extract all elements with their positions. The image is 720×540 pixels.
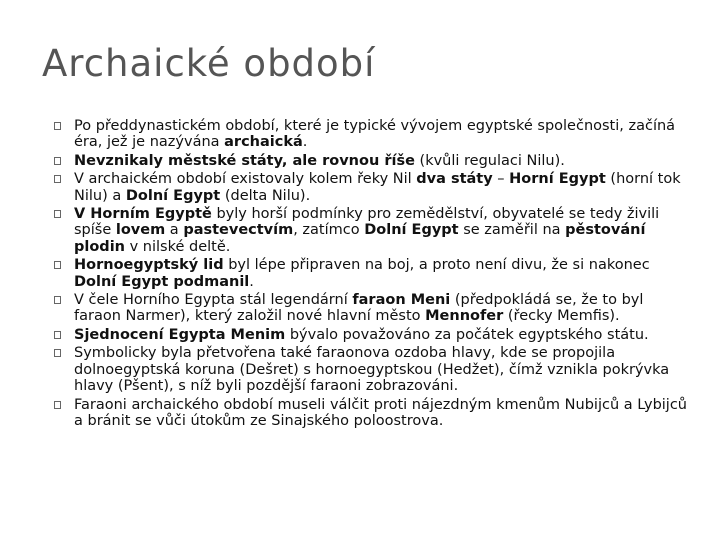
bold-term: Dolní Egypt podmanil [74, 273, 250, 290]
bullet-text [74, 206, 659, 255]
text-segment: . [249, 273, 254, 290]
bullet-square-icon [54, 122, 61, 130]
bold-term: Hornoegyptský lid [74, 257, 224, 274]
text-segment: , zatímco [293, 222, 365, 239]
text-segment: byly horší podmínky pro zemědělství, obyvatelé se tedy živili spíše [74, 206, 660, 239]
text-segment: (předpokládá se, že to byl faraon Narmer), který založil nové hlavní město [74, 292, 644, 325]
bullet-item [54, 118, 694, 151]
text-segment: (delta Nilu). [220, 187, 311, 204]
text-segment: Symbolicky byla přetvořena také faraonova ozdoba hlavy, kde se propojila dolnoegyptská koruna (Dešret) s hornoegyptskou (Hedžet), čímž vznikla pokrývka hlavy (Pšent), s níž byli pozdější faraoni zobrazováni. [74, 345, 670, 395]
bullet-square-icon [54, 157, 61, 165]
bullet-item [54, 327, 694, 343]
text-segment: V čele Horního Egypta stál legendární [74, 292, 353, 309]
bold-term: archaická [224, 134, 303, 151]
bold-term: Mennofer [425, 308, 504, 325]
text-segment: Po předdynastickém období, které je typické vývojem egyptské společnosti, začíná éra, jež je nazývána [74, 118, 676, 151]
bullet-item [54, 171, 694, 204]
text-segment: V archaickém období existovaly kolem řeky Nil [74, 171, 417, 188]
bullet-square-icon [54, 349, 61, 357]
bold-term: pastevectvím [183, 222, 294, 239]
bold-term: Dolní Egypt [125, 187, 221, 204]
bullet-item [54, 153, 694, 169]
bold-term: pěstování plodin [74, 222, 646, 255]
bold-term: Sjednocení Egypta Menim [74, 326, 286, 343]
bullet-item [54, 257, 694, 290]
text-segment: (kvůli regulaci Nilu). [414, 152, 565, 169]
text-segment: Faraoni archaického období museli válčit proti nájezdným kmenům Nubijců a Lybijců a bránit se vůči útokům ze Sinajského poloostrova. [74, 396, 687, 429]
bullet-square-icon [54, 401, 61, 409]
bullet-item [54, 397, 694, 430]
text-segment: (horní tok Nilu) a [74, 171, 681, 204]
bold-term: Nevznikaly městské státy, ale rovnou říše [74, 152, 415, 169]
bullet-text [74, 153, 565, 169]
bold-term: V Horním Egyptě [74, 206, 212, 223]
bullet-square-icon [54, 296, 61, 304]
bullet-text [74, 292, 643, 324]
bullet-text [74, 171, 681, 203]
text-segment: v nilské deltě. [124, 238, 231, 255]
bullet-text [74, 257, 650, 289]
bullet-item [54, 292, 694, 325]
text-segment: byl lépe připraven na boj, a proto není divu, že si nakonec [223, 257, 650, 274]
bullet-text [74, 118, 675, 150]
bullet-square-icon [54, 175, 61, 183]
bold-term: lovem [115, 222, 166, 239]
text-segment: – [492, 171, 510, 188]
bullet-square-icon [54, 210, 61, 218]
bullet-text [74, 345, 669, 394]
text-segment: bývalo považováno za počátek egyptského státu. [285, 326, 649, 343]
bold-term: Dolní Egypt [364, 222, 459, 239]
bold-term: faraon Meni [352, 292, 451, 309]
bullet-item [54, 206, 694, 255]
bullet-list [54, 118, 694, 431]
text-segment: a [165, 222, 184, 239]
bullet-square-icon [54, 331, 61, 339]
page-title: Archaické období [42, 42, 376, 85]
text-segment: se zaměřil na [458, 222, 566, 239]
bullet-item [54, 345, 694, 394]
text-segment: (řecky Memfis). [503, 308, 620, 325]
bold-term: dva státy [416, 171, 493, 188]
bullet-text [74, 397, 687, 429]
text-segment: . [302, 134, 308, 151]
bullet-square-icon [54, 261, 61, 269]
bullet-text [74, 327, 649, 343]
bold-term: Horní Egypt [509, 171, 606, 188]
